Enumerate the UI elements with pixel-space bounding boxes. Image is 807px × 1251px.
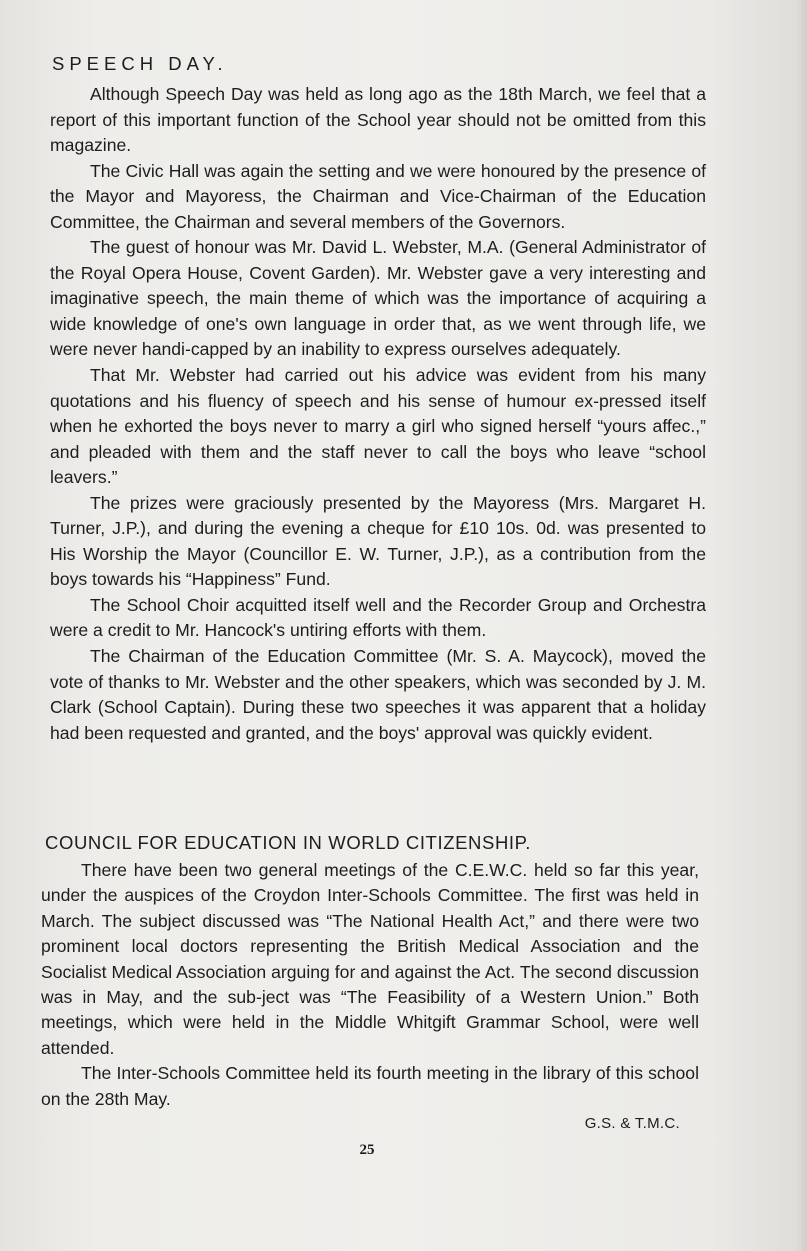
speech-day-paragraph: The guest of honour was Mr. David L. Webster, M.A. (General Administrator of the Royal Opera House, Covent Garden). Mr. Webster gave a very interesting and imaginative speech, the main theme of which was the importance of acquiring a wide knowledge of one's own language in order that, as we went through life, we were never handi-capped by an inability to express ourselves adequately. <box>50 237 706 360</box>
speech-day-paragraph: The School Choir acquitted itself well and the Recorder Group and Orchestra were a credit to Mr. Hancock's untiring efforts with them. <box>50 594 706 641</box>
speech-day-paragraph: The prizes were graciously presented by the Mayoress (Mrs. Margaret H. Turner, J.P.), and during the evening a cheque for £10 10s. 0d. was presented to His Worship the Mayor (Councillor E. W. Turner, J.P.), as a contribution from the boys towards his “Happiness” Fund. <box>50 492 706 590</box>
author-initials: G.S. & T.M.C. <box>584 1115 680 1132</box>
page-number: 25 <box>359 1142 375 1158</box>
speech-day-paragraph: Although Speech Day was held as long ago as the 18th March, we feel that a report of this important function of the School year should not be omitted from this magazine. <box>50 84 706 156</box>
speech-day-paragraph: That Mr. Webster had carried out his advice was evident from his many quotations and his fluency of speech and his sense of humour ex-pressed itself when he exhorted the boys never to marry a girl who signed herself “yours affec.,” and pleaded with them and the staff never to call the boys who leave “school leavers.” <box>50 365 706 488</box>
cewc-body <box>41 858 699 1112</box>
speech-day-paragraph: The Chairman of the Education Committee (Mr. S. A. Maycock), moved the vote of thanks to Mr. Webster and the other speakers, which was seconded by J. M. Clark (School Captain). During these two speeches it was apparent that a holiday had been requested and granted, and the boys' approval was quickly evident. <box>50 646 706 743</box>
speech-day-heading: SPEECH DAY. <box>52 53 228 74</box>
cewc-paragraph: The Inter-Schools Committee held its fourth meeting in the library of this school on the 28th May. <box>41 1063 699 1109</box>
speech-day-paragraph: The Civic Hall was again the setting and we were honoured by the presence of the Mayor and Mayoress, the Chairman and Vice-Chairman of the Education Committee, the Chairman and several members of the Governors. <box>50 160 706 232</box>
cewc-heading: COUNCIL FOR EDUCATION IN WORLD CITIZENSHIP. <box>45 832 531 853</box>
speech-day-body <box>50 82 706 746</box>
cewc-paragraph: There have been two general meetings of the C.E.W.C. held so far this year, under the auspices of the Croydon Inter-Schools Committee. The first was held in March. The subject discussed was “The National Health Act,” and there were two prominent local doctors representing the British Medical Association and the Socialist Medical Association arguing for and against the Act. The second discussion was in May, and the sub-ject was “The Feasibility of a Western Union.” Both meetings, which were held in the Middle Whitgift Grammar School, were well attended. <box>41 860 699 1058</box>
